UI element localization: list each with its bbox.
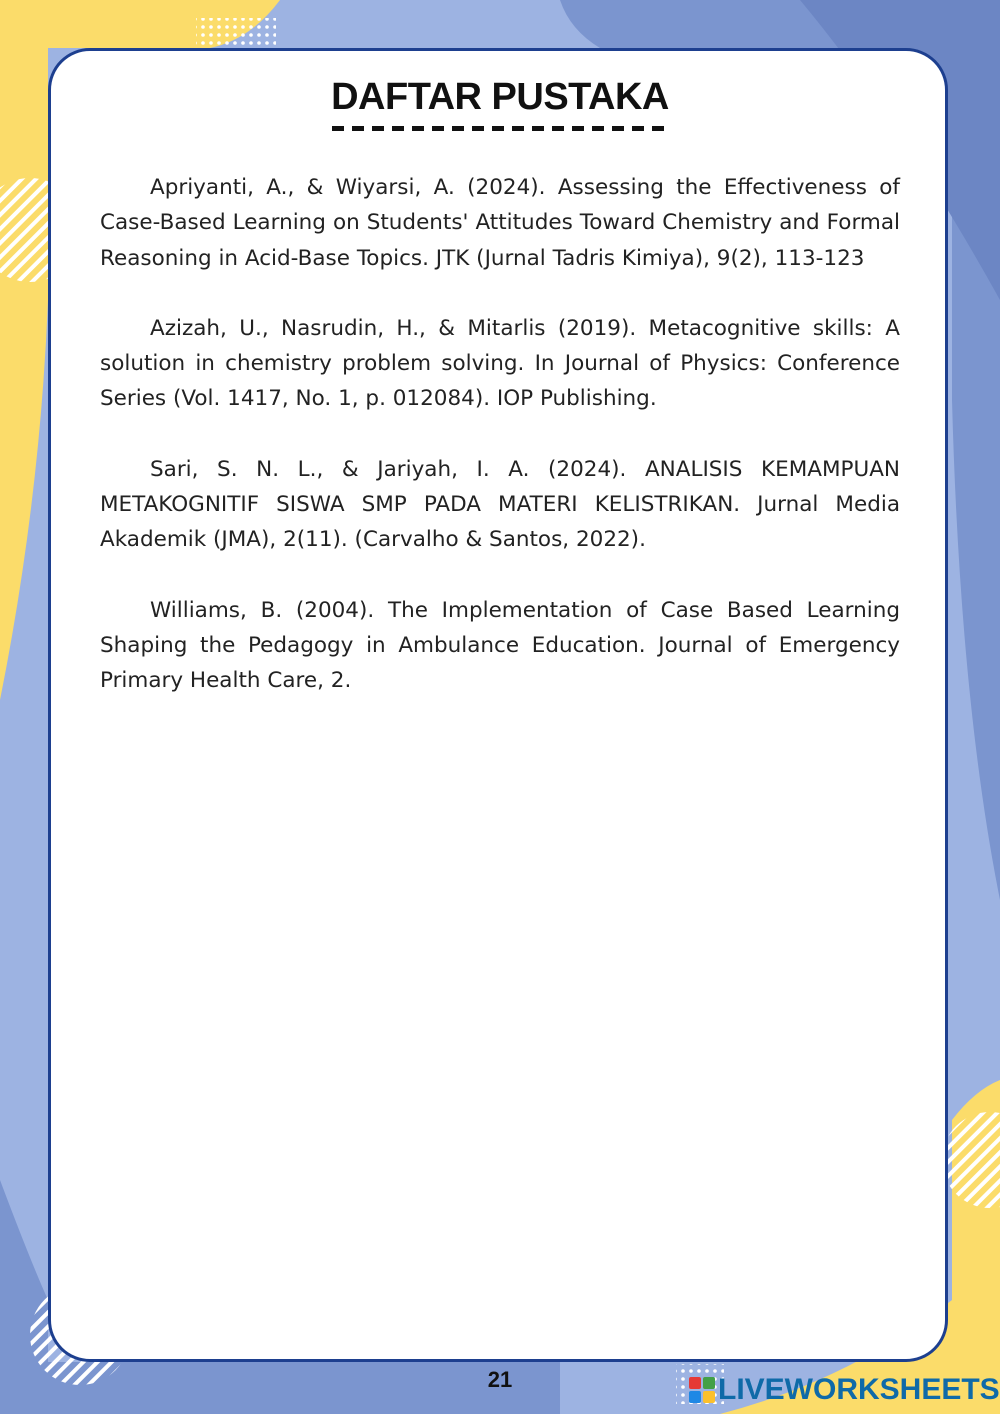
reference-item: Williams, B. (2004). The Implementation of Case Based Learning Shaping the Pedagogy in Ambulance Education. Journal of Emergency Primary Health Care, 2. bbox=[100, 597, 900, 694]
page-number: 21 bbox=[487, 1367, 513, 1392]
reference-item: Azizah, U., Nasrudin, H., & Mitarlis (2019). Metacognitive skills: A solution in chemistry problem solving. In Journal of Physics: Conference Series (Vol. 1417, No. 1, p. 012084). IOP Publishing. bbox=[100, 315, 900, 412]
page-title: DAFTAR PUSTAKA bbox=[331, 76, 669, 118]
title-underline-dashes bbox=[332, 126, 668, 131]
reference-item: Sari, S. N. L., & Jariyah, I. A. (2024). ANALISIS KEMAMPUAN METAKOGNITIF SISWA SMP PADA MATERI KELISTRIKAN. Jurnal Media Akademik (JMA), 2(11). (Carvalho & Santos, 2022). bbox=[100, 456, 900, 553]
liveworksheets-mark-icon bbox=[688, 1376, 718, 1404]
reference-item: Apriyanti, A., & Wiyarsi, A. (2024). Assessing the Effectiveness of Case-Based Learning on Students' Attitudes Toward Chemistry and Formal Reasoning in Acid-Base Topics. JTK (Jurnal Tadris Kimiya), 9(2), 113-123 bbox=[100, 175, 900, 271]
reference-list bbox=[100, 170, 900, 734]
liveworksheets-wordmark: LIVEWORKSHEETS bbox=[718, 1373, 1000, 1406]
liveworksheets-logo bbox=[688, 1373, 1000, 1407]
